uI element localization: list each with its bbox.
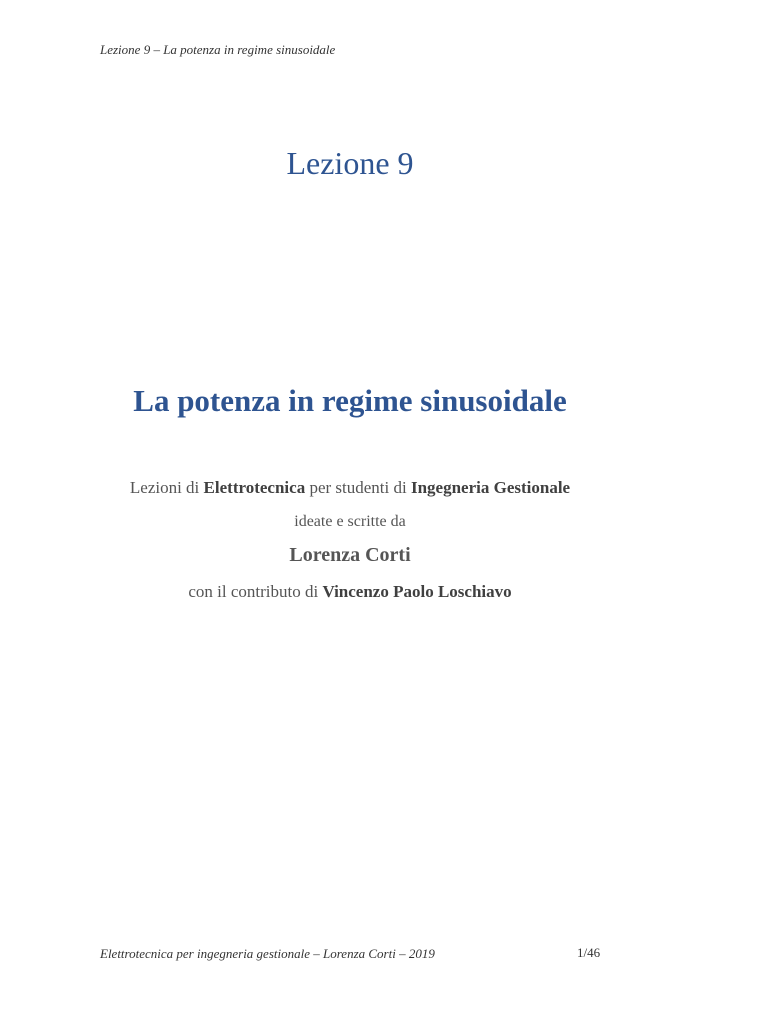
written-by-line: ideate e scritte da: [294, 513, 406, 530]
document-title: La potenza in regime sinusoidale: [133, 383, 567, 418]
audience-name: Ingegneria Gestionale: [410, 478, 571, 497]
subtitle-line: [0, 478, 700, 498]
contribution-line: [0, 582, 700, 602]
running-footer: Elettrotecnica per ingegneria gestionale – Lorenza Corti – 2019: [100, 946, 435, 961]
running-header: Lezione 9 – La potenza in regime sinusoidale: [100, 42, 336, 57]
subtitle-middle: per studenti di: [305, 478, 411, 497]
subtitle-prefix: Lezioni di: [129, 478, 204, 497]
contributor-name: Vincenzo Paolo Loschiavo: [322, 582, 512, 601]
contribution-prefix: con il contributo di: [188, 582, 323, 601]
author-name: Lorenza Corti: [289, 544, 411, 566]
page-number: 1/46: [577, 945, 601, 960]
lesson-number: Lezione 9: [286, 145, 414, 181]
subject-name: Elettrotecnica: [203, 478, 306, 497]
